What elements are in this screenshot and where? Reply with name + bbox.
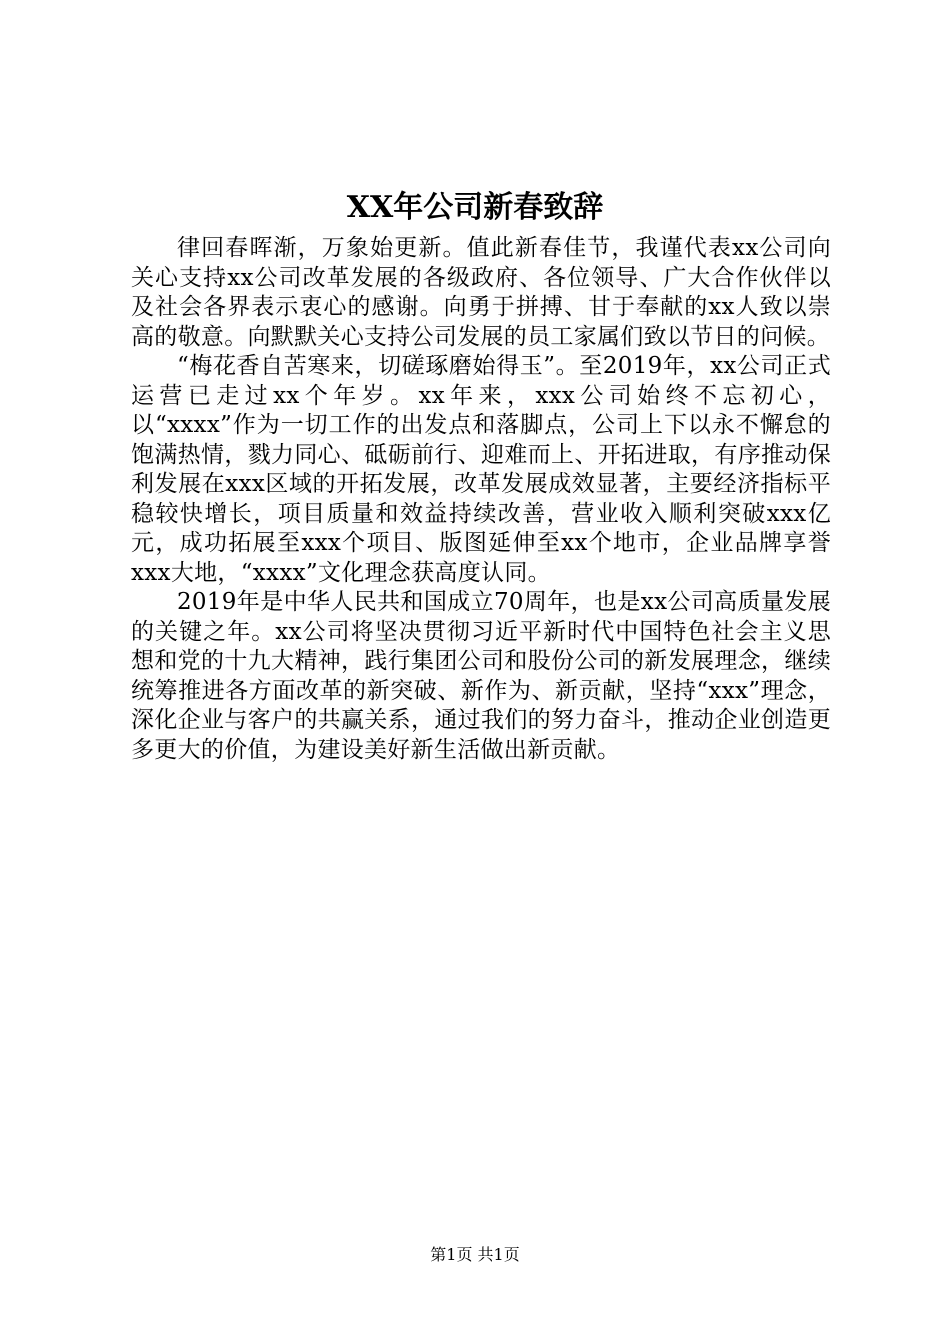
- page-footer: 第1页 共1页: [430, 1245, 520, 1264]
- paragraph-1: 律回春晖渐，万象始更新。值此新春佳节，我谨代表xx公司向关心支持xx公司改革发展的各级政府、各位领导、广大合作伙伴以及社会各界表示衷心的感谢。向勇于拼搏、甘于奉献的xx人致以崇高的敬意。向默默关心支持公司发展的员工家属们致以节日的问候。: [131, 235, 831, 350]
- paragraph-2: “梅花香自苦寒来，切磋琢磨始得玉”。至2019年，xx公司正式运营已走过xx个年岁。xx年来，xxx公司始终不忘初心，以“xxxx”作为一切工作的出发点和落脚点，公司上下以永不懈怠的饱满热情，戮力同心、砥砺前行、迎难而上、开拓进取，有序推动保利发展在xxx区域的开拓发展，改革发展成效显著，主要经济指标平稳较快增长，项目质量和效益持续改善，营业收入顺利突破xxx亿元，成功拓展至xxx个项目、版图延伸至xx个地市，企业品牌享誉xxx大地，“xxxx”文化理念获高度认同。: [131, 353, 831, 586]
- document-body: [131, 234, 831, 765]
- paragraph-3: 2019年是中华人民共和国成立70周年，也是xx公司高质量发展的关键之年。xx公司将坚决贯彻习近平新时代中国特色社会主义思想和党的十九大精神，践行集团公司和股份公司的新发展理念，继续统筹推进各方面改革的新突破、新作为、新贡献，坚持“xxx”理念，深化企业与客户的共赢关系，通过我们的努力奋斗，推动企业创造更多更大的价值，为建设美好新生活做出新贡献。: [131, 589, 831, 763]
- document-title: XX年公司新春致辞: [346, 190, 604, 225]
